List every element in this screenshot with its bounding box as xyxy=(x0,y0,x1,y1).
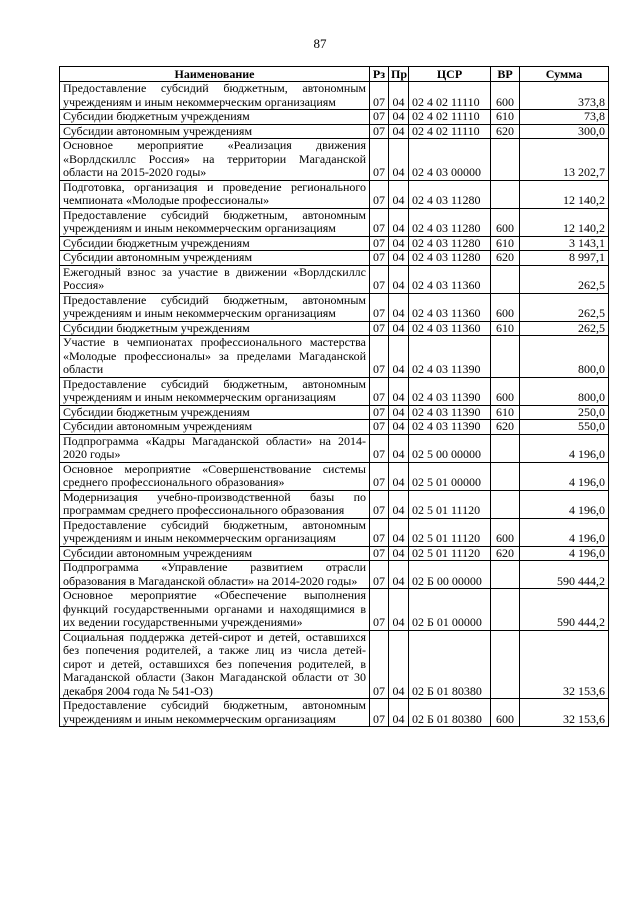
table-body xyxy=(60,82,609,727)
row-rz: 07 xyxy=(370,82,389,110)
row-csr: 02 4 03 11280 xyxy=(409,236,491,251)
row-vr: 600 xyxy=(491,699,520,727)
row-name: Ежегодный взнос за участие в движении «Ворлдскиллс Россия» xyxy=(60,265,370,293)
row-rz: 07 xyxy=(370,293,389,321)
row-name: Предоставление субсидий бюджетным, автономным учреждениям и иным некоммерческим организациям xyxy=(60,82,370,110)
row-vr: 610 xyxy=(491,110,520,125)
row-rz: 07 xyxy=(370,405,389,420)
row-name: Основное мероприятие «Совершенствование системы среднего профессионального образования» xyxy=(60,462,370,490)
row-pr: 04 xyxy=(389,405,409,420)
row-name: Субсидии бюджетным учреждениям xyxy=(60,236,370,251)
row-name: Участие в чемпионатах профессионального мастерства «Молодые профессионалы» за пределами Магаданской области xyxy=(60,336,370,378)
row-csr: 02 4 02 11110 xyxy=(409,82,491,110)
row-name: Социальная поддержка детей-сирот и детей, оставшихся без попечения родителей, а также лиц из числа детей-сирот и детей, оставшихся без попечения родителей, в Магаданской области (Закон Магаданской области от 30 декабря 2004 года № 541-ОЗ) xyxy=(60,630,370,699)
row-pr: 04 xyxy=(389,377,409,405)
row-name: Субсидии бюджетным учреждениям xyxy=(60,110,370,125)
row-rz: 07 xyxy=(370,462,389,490)
row-sum: 4 196,0 xyxy=(520,546,609,561)
row-csr: 02 4 03 00000 xyxy=(409,139,491,181)
row-vr: 620 xyxy=(491,124,520,139)
row-name: Субсидии автономным учреждениям xyxy=(60,124,370,139)
row-sum: 3 143,1 xyxy=(520,236,609,251)
row-sum: 800,0 xyxy=(520,377,609,405)
table-header-row xyxy=(60,67,609,82)
row-pr: 04 xyxy=(389,462,409,490)
row-sum: 12 140,2 xyxy=(520,208,609,236)
row-vr xyxy=(491,434,520,462)
row-pr: 04 xyxy=(389,336,409,378)
table-row xyxy=(60,561,609,589)
row-vr xyxy=(491,462,520,490)
row-name: Субсидии автономным учреждениям xyxy=(60,546,370,561)
row-pr: 04 xyxy=(389,208,409,236)
table-row xyxy=(60,251,609,266)
row-csr: 02 4 03 11390 xyxy=(409,377,491,405)
row-vr xyxy=(491,561,520,589)
row-rz: 07 xyxy=(370,518,389,546)
row-sum: 32 153,6 xyxy=(520,630,609,699)
row-pr: 04 xyxy=(389,251,409,266)
row-name: Предоставление субсидий бюджетным, автономным учреждениям и иным некоммерческим организациям xyxy=(60,699,370,727)
row-csr: 02 4 03 11280 xyxy=(409,251,491,266)
row-sum: 262,5 xyxy=(520,265,609,293)
row-sum: 4 196,0 xyxy=(520,518,609,546)
row-csr: 02 Б 00 00000 xyxy=(409,561,491,589)
row-vr xyxy=(491,139,520,181)
row-name: Субсидии автономным учреждениям xyxy=(60,251,370,266)
table-row xyxy=(60,518,609,546)
row-vr: 600 xyxy=(491,293,520,321)
row-rz: 07 xyxy=(370,124,389,139)
row-pr: 04 xyxy=(389,82,409,110)
row-vr: 600 xyxy=(491,377,520,405)
row-name: Предоставление субсидий бюджетным, автономным учреждениям и иным некоммерческим организациям xyxy=(60,208,370,236)
row-sum: 13 202,7 xyxy=(520,139,609,181)
row-rz: 07 xyxy=(370,420,389,435)
table-row xyxy=(60,336,609,378)
row-pr: 04 xyxy=(389,589,409,631)
row-rz: 07 xyxy=(370,139,389,181)
table-row xyxy=(60,699,609,727)
row-name: Субсидии бюджетным учреждениям xyxy=(60,321,370,336)
row-pr: 04 xyxy=(389,518,409,546)
column-header-rz: Рз xyxy=(370,67,389,82)
table-row xyxy=(60,110,609,125)
row-pr: 04 xyxy=(389,124,409,139)
table-row xyxy=(60,180,609,208)
column-header-sum: Сумма xyxy=(520,67,609,82)
row-sum: 590 444,2 xyxy=(520,561,609,589)
row-csr: 02 4 02 11110 xyxy=(409,124,491,139)
row-pr: 04 xyxy=(389,236,409,251)
row-vr xyxy=(491,336,520,378)
row-name: Предоставление субсидий бюджетным, автономным учреждениям и иным некоммерческим организациям xyxy=(60,518,370,546)
table-row xyxy=(60,405,609,420)
row-rz: 07 xyxy=(370,265,389,293)
row-pr: 04 xyxy=(389,180,409,208)
budget-table xyxy=(59,66,609,727)
table-row xyxy=(60,434,609,462)
row-name: Субсидии автономным учреждениям xyxy=(60,420,370,435)
row-vr xyxy=(491,490,520,518)
table-row xyxy=(60,82,609,110)
row-csr: 02 4 03 11390 xyxy=(409,336,491,378)
row-vr: 620 xyxy=(491,251,520,266)
row-rz: 07 xyxy=(370,336,389,378)
row-sum: 262,5 xyxy=(520,293,609,321)
table-row xyxy=(60,420,609,435)
row-sum: 300,0 xyxy=(520,124,609,139)
row-pr: 04 xyxy=(389,293,409,321)
table-row xyxy=(60,124,609,139)
row-rz: 07 xyxy=(370,490,389,518)
row-csr: 02 5 01 11120 xyxy=(409,546,491,561)
row-rz: 07 xyxy=(370,589,389,631)
row-pr: 04 xyxy=(389,110,409,125)
row-sum: 12 140,2 xyxy=(520,180,609,208)
table-row xyxy=(60,265,609,293)
table-row xyxy=(60,630,609,699)
row-pr: 04 xyxy=(389,434,409,462)
row-sum: 4 196,0 xyxy=(520,462,609,490)
row-rz: 07 xyxy=(370,208,389,236)
row-pr: 04 xyxy=(389,490,409,518)
row-vr: 610 xyxy=(491,405,520,420)
row-csr: 02 4 03 11390 xyxy=(409,420,491,435)
row-vr: 620 xyxy=(491,420,520,435)
row-name: Предоставление субсидий бюджетным, автономным учреждениям и иным некоммерческим организациям xyxy=(60,293,370,321)
row-csr: 02 4 02 11110 xyxy=(409,110,491,125)
table-row xyxy=(60,546,609,561)
row-rz: 07 xyxy=(370,699,389,727)
table-row xyxy=(60,236,609,251)
row-name: Подпрограмма «Управление развитием отрасли образования в Магаданской области» на 2014-2020 годы» xyxy=(60,561,370,589)
table-row xyxy=(60,462,609,490)
row-name: Основное мероприятие «Реализация движения «Ворлдскиллс Россия» на территории Магаданской области на 2015-2020 годы» xyxy=(60,139,370,181)
row-sum: 8 997,1 xyxy=(520,251,609,266)
row-sum: 373,8 xyxy=(520,82,609,110)
row-csr: 02 Б 01 00000 xyxy=(409,589,491,631)
row-rz: 07 xyxy=(370,321,389,336)
row-csr: 02 4 03 11390 xyxy=(409,405,491,420)
row-name: Основное мероприятие «Обеспечение выполнения функций государственными органами и находящимися в их ведении государственными учреждениями» xyxy=(60,589,370,631)
row-rz: 07 xyxy=(370,546,389,561)
row-vr: 610 xyxy=(491,321,520,336)
row-rz: 07 xyxy=(370,180,389,208)
row-csr: 02 4 03 11360 xyxy=(409,293,491,321)
row-rz: 07 xyxy=(370,434,389,462)
row-vr xyxy=(491,265,520,293)
row-rz: 07 xyxy=(370,110,389,125)
page-number: 87 xyxy=(313,36,327,51)
row-sum: 4 196,0 xyxy=(520,490,609,518)
row-sum: 250,0 xyxy=(520,405,609,420)
table-row xyxy=(60,589,609,631)
row-csr: 02 4 03 11280 xyxy=(409,180,491,208)
row-pr: 04 xyxy=(389,265,409,293)
row-pr: 04 xyxy=(389,139,409,181)
row-pr: 04 xyxy=(389,561,409,589)
column-header-pr: Пр xyxy=(389,67,409,82)
column-header-csr: ЦСР xyxy=(409,67,491,82)
table-row xyxy=(60,490,609,518)
table-row xyxy=(60,293,609,321)
row-pr: 04 xyxy=(389,321,409,336)
row-sum: 73,8 xyxy=(520,110,609,125)
row-vr: 600 xyxy=(491,518,520,546)
row-rz: 07 xyxy=(370,251,389,266)
row-csr: 02 5 00 00000 xyxy=(409,434,491,462)
table-row xyxy=(60,139,609,181)
row-rz: 07 xyxy=(370,561,389,589)
row-pr: 04 xyxy=(389,699,409,727)
row-vr: 600 xyxy=(491,208,520,236)
row-vr: 600 xyxy=(491,82,520,110)
row-csr: 02 4 03 11280 xyxy=(409,208,491,236)
row-rz: 07 xyxy=(370,630,389,699)
row-vr xyxy=(491,180,520,208)
row-name: Подпрограмма «Кадры Магаданской области» на 2014-2020 годы» xyxy=(60,434,370,462)
row-csr: 02 Б 01 80380 xyxy=(409,630,491,699)
row-pr: 04 xyxy=(389,420,409,435)
row-pr: 04 xyxy=(389,546,409,561)
table-row xyxy=(60,208,609,236)
row-csr: 02 5 01 11120 xyxy=(409,518,491,546)
column-header-name: Наименование xyxy=(60,67,370,82)
row-csr: 02 5 01 11120 xyxy=(409,490,491,518)
row-rz: 07 xyxy=(370,377,389,405)
row-pr: 04 xyxy=(389,630,409,699)
row-vr xyxy=(491,589,520,631)
row-csr: 02 4 03 11360 xyxy=(409,321,491,336)
row-sum: 262,5 xyxy=(520,321,609,336)
table-row xyxy=(60,321,609,336)
table-row xyxy=(60,377,609,405)
row-sum: 550,0 xyxy=(520,420,609,435)
row-name: Субсидии бюджетным учреждениям xyxy=(60,405,370,420)
row-sum: 4 196,0 xyxy=(520,434,609,462)
row-name: Подготовка, организация и проведение регионального чемпионата «Молодые профессионалы» xyxy=(60,180,370,208)
row-rz: 07 xyxy=(370,236,389,251)
row-vr: 620 xyxy=(491,546,520,561)
row-sum: 32 153,6 xyxy=(520,699,609,727)
row-vr xyxy=(491,630,520,699)
column-header-vr: ВР xyxy=(491,67,520,82)
row-name: Модернизация учебно-производственной базы по программам среднего профессионального образования xyxy=(60,490,370,518)
row-csr: 02 5 01 00000 xyxy=(409,462,491,490)
row-vr: 610 xyxy=(491,236,520,251)
row-name: Предоставление субсидий бюджетным, автономным учреждениям и иным некоммерческим организациям xyxy=(60,377,370,405)
row-sum: 800,0 xyxy=(520,336,609,378)
row-csr: 02 Б 01 80380 xyxy=(409,699,491,727)
row-csr: 02 4 03 11360 xyxy=(409,265,491,293)
row-sum: 590 444,2 xyxy=(520,589,609,631)
